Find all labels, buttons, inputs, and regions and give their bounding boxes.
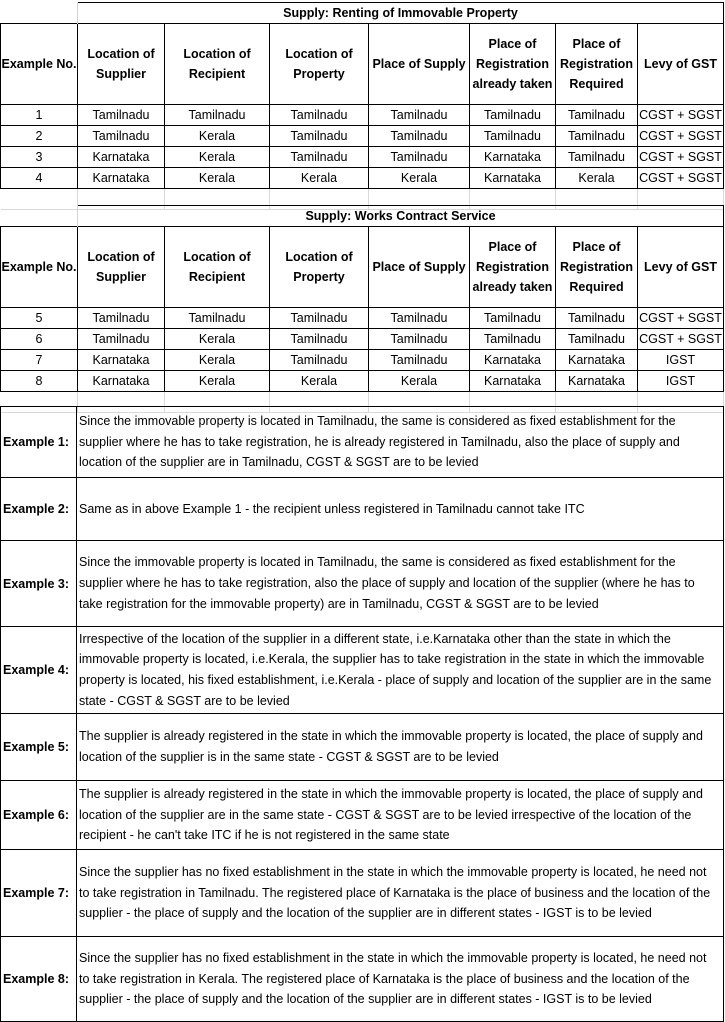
- explanation-row: [1, 478, 724, 541]
- cell: 5: [1, 308, 78, 329]
- header-place-of-supply: Place of Supply: [369, 24, 470, 105]
- explanation-label: Example 8:: [1, 937, 77, 1022]
- cell: Tamilnadu: [270, 147, 369, 168]
- renting-table-row: [1, 126, 724, 147]
- cell: Kerala: [165, 371, 270, 392]
- explanation-label: Example 1:: [1, 407, 77, 478]
- cell: 8: [1, 371, 78, 392]
- cell: Tamilnadu: [165, 308, 270, 329]
- header-location-recipient: Location of Recipient: [165, 227, 270, 308]
- works-header-row: [1, 227, 724, 308]
- cell: Tamilnadu: [470, 308, 556, 329]
- cell: Tamilnadu: [78, 126, 165, 147]
- explanation-text: Irrespective of the location of the supplier in a different state, i.e.Karnataka other than the state in which the immovable property is located, i.e.Kerala, the supplier has to take registration in the state in which the immovable property is located, his fixed establishment, i.e.Kerala - place of supply and location of the supplier are in the same state - CGST & SGST are to be levied: [77, 627, 724, 714]
- cell: Tamilnadu: [369, 147, 470, 168]
- header-example-no: Example No.: [1, 24, 78, 105]
- cell: Tamilnadu: [556, 126, 638, 147]
- header-location-supplier: Location of Supplier: [78, 227, 165, 308]
- renting-header-row: [1, 24, 724, 105]
- cell: Tamilnadu: [470, 329, 556, 350]
- cell: Tamilnadu: [369, 105, 470, 126]
- explanation-text: Same as in above Example 1 - the recipient unless registered in Tamilnadu cannot take ITC: [77, 478, 724, 541]
- renting-table-row: [1, 105, 724, 126]
- header-location-supplier: Location of Supplier: [78, 24, 165, 105]
- works-contract-table-row: [1, 308, 724, 329]
- renting-table-row: [1, 147, 724, 168]
- cell: Karnataka: [470, 147, 556, 168]
- header-registration-taken: Place of Registration already taken: [470, 24, 556, 105]
- explanation-text: The supplier is already registered in the state in which the immovable property is located, the place of supply and location of the supplier is in the same state - CGST & SGST are to be levied: [77, 714, 724, 781]
- cell: Karnataka: [78, 350, 165, 371]
- cell: CGST + SGST: [638, 308, 724, 329]
- cell: CGST + SGST: [638, 329, 724, 350]
- explanation-label: Example 5:: [1, 714, 77, 781]
- cell: Karnataka: [78, 168, 165, 189]
- cell: CGST + SGST: [638, 126, 724, 147]
- cell: Kerala: [165, 350, 270, 371]
- cell: Tamilnadu: [270, 329, 369, 350]
- cell: 3: [1, 147, 78, 168]
- cell: Tamilnadu: [470, 105, 556, 126]
- cell: IGST: [638, 371, 724, 392]
- header-location-property: Location of Property: [270, 24, 369, 105]
- cell: Tamilnadu: [270, 105, 369, 126]
- cell: Karnataka: [556, 350, 638, 371]
- renting-table-title: Supply: Renting of Immovable Property: [78, 3, 724, 24]
- cell: Tamilnadu: [165, 105, 270, 126]
- works-contract-table-row: [1, 371, 724, 392]
- explanation-row: [1, 627, 724, 714]
- works-contract-table-row: [1, 329, 724, 350]
- cell: Kerala: [270, 371, 369, 392]
- works-contract-table-title: Supply: Works Contract Service: [78, 206, 724, 227]
- explanation-label: Example 7:: [1, 850, 77, 937]
- header-levy-gst: Levy of GST: [638, 24, 724, 105]
- header-location-property: Location of Property: [270, 227, 369, 308]
- header-example-no: Example No.: [1, 227, 78, 308]
- cell: Tamilnadu: [470, 126, 556, 147]
- cell: Tamilnadu: [270, 126, 369, 147]
- header-location-recipient: Location of Recipient: [165, 24, 270, 105]
- cell: IGST: [638, 350, 724, 371]
- cell: Tamilnadu: [556, 308, 638, 329]
- cell: Kerala: [165, 126, 270, 147]
- cell: Kerala: [369, 168, 470, 189]
- explanation-label: Example 2:: [1, 478, 77, 541]
- cell: 6: [1, 329, 78, 350]
- renting-table: [0, 2, 724, 210]
- explanation-text: The supplier is already registered in the state in which the immovable property is located, the place of supply and location of the supplier are in the same state - CGST & SGST are to be levied irrespective of the location of the recipient - he can't take ITC if he is not registered in the same state: [77, 781, 724, 850]
- cell: Tamilnadu: [369, 329, 470, 350]
- explanation-row: [1, 850, 724, 937]
- cell: Tamilnadu: [270, 308, 369, 329]
- cell: Kerala: [270, 168, 369, 189]
- cell: Kerala: [369, 371, 470, 392]
- header-levy-gst: Levy of GST: [638, 227, 724, 308]
- works-contract-table: [0, 205, 724, 413]
- cell: Karnataka: [78, 147, 165, 168]
- header-registration-taken: Place of Registration already taken: [470, 227, 556, 308]
- cell: Tamilnadu: [556, 147, 638, 168]
- header-place-of-supply: Place of Supply: [369, 227, 470, 308]
- explanation-row: [1, 937, 724, 1022]
- explanation-row: [1, 781, 724, 850]
- cell: Kerala: [165, 329, 270, 350]
- explanation-row: [1, 714, 724, 781]
- cell: 1: [1, 105, 78, 126]
- cell: Tamilnadu: [270, 350, 369, 371]
- cell: Tamilnadu: [369, 350, 470, 371]
- cell: CGST + SGST: [638, 147, 724, 168]
- header-registration-required: Place of Registration Required: [556, 24, 638, 105]
- cell: 2: [1, 126, 78, 147]
- explanation-text: Since the immovable property is located in Tamilnadu, the same is considered as fixed establishment for the supplier where he has to take registration, also the place of supply and location of the supplier (where he has to take registration for the immovable property) are in Tamilnadu, CGST & SGST are to be levied: [77, 541, 724, 627]
- cell: Tamilnadu: [556, 105, 638, 126]
- cell: Karnataka: [470, 350, 556, 371]
- explanation-text: Since the supplier has no fixed establishment in the state in which the immovable property is located, he need not to take registration in Kerala. The registered place of Karnataka is the place of business and the location of the supplier - the place of supply and the location of the supplier are in different states - IGST is to be levied: [77, 937, 724, 1022]
- cell: Tamilnadu: [78, 105, 165, 126]
- cell: Karnataka: [470, 371, 556, 392]
- explanation-label: Example 6:: [1, 781, 77, 850]
- cell: Kerala: [556, 168, 638, 189]
- explanation-text: Since the immovable property is located in Tamilnadu, the same is considered as fixed establishment for the supplier where he has to take registration, he is already registered in Tamilnadu, also the place of supply and location of the supplier are in Tamilnadu, CGST & SGST are to be levied: [77, 407, 724, 478]
- cell: Karnataka: [470, 168, 556, 189]
- explanation-label: Example 3:: [1, 541, 77, 627]
- explanation-label: Example 4:: [1, 627, 77, 714]
- cell: Tamilnadu: [556, 329, 638, 350]
- cell: Kerala: [165, 168, 270, 189]
- header-registration-required: Place of Registration Required: [556, 227, 638, 308]
- cell: Kerala: [165, 147, 270, 168]
- cell: 4: [1, 168, 78, 189]
- cell: Karnataka: [556, 371, 638, 392]
- explanation-row: [1, 407, 724, 478]
- cell: Tamilnadu: [369, 308, 470, 329]
- cell: Tamilnadu: [78, 329, 165, 350]
- cell: Karnataka: [78, 371, 165, 392]
- cell: Tamilnadu: [78, 308, 165, 329]
- explanations-table: [0, 406, 724, 1022]
- cell: Tamilnadu: [369, 126, 470, 147]
- explanation-text: Since the supplier has no fixed establishment in the state in which the immovable property is located, he need not to take registration in Tamilnadu. The registered place of Karnataka is the place of business and the location of the supplier - the place of supply and the location of the supplier are in different states - IGST is to be levied: [77, 850, 724, 937]
- cell: CGST + SGST: [638, 168, 724, 189]
- works-contract-table-row: [1, 350, 724, 371]
- renting-table-row: [1, 168, 724, 189]
- explanation-row: [1, 541, 724, 627]
- cell: CGST + SGST: [638, 105, 724, 126]
- cell: 7: [1, 350, 78, 371]
